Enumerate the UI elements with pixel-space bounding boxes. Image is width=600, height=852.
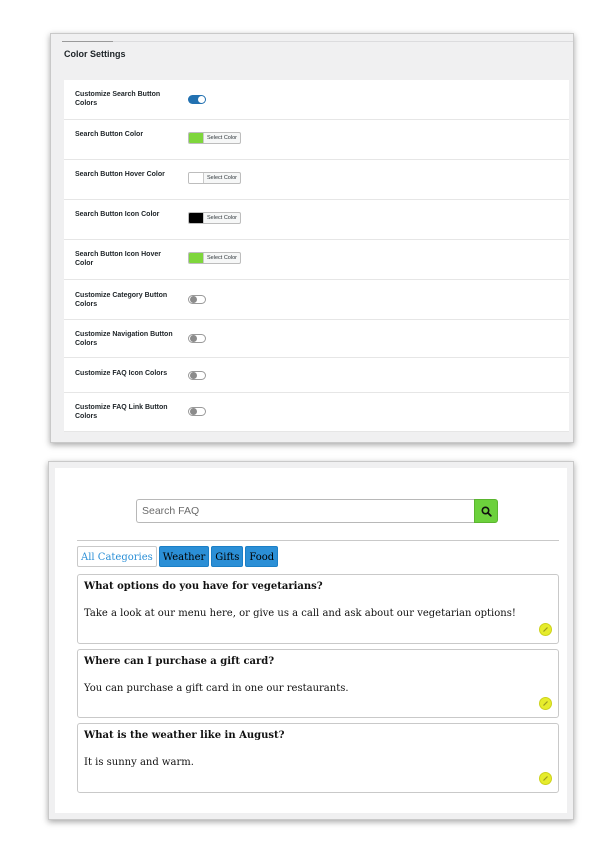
- setting-row-search-button-icon-hover-color: [64, 240, 569, 280]
- setting-label: Search Button Icon Color: [75, 211, 160, 218]
- tab-gifts[interactable]: Gifts: [211, 546, 243, 567]
- toggle-switch[interactable]: [188, 95, 206, 104]
- faq-question: Where can I purchase a gift card?: [84, 656, 275, 667]
- color-picker-button[interactable]: [188, 132, 241, 144]
- setting-row-customize-navigation-button-colors: [64, 320, 569, 358]
- setting-label: Search Button Color: [75, 131, 144, 138]
- tab-weather[interactable]: Weather: [159, 546, 210, 567]
- link-glyph: [542, 775, 549, 782]
- color-swatch: [189, 173, 204, 183]
- setting-row-customize-category-button-colors: [64, 280, 569, 320]
- link-icon[interactable]: [539, 772, 552, 785]
- faq-answer: You can purchase a gift card in one our restaurants.: [84, 683, 349, 694]
- toggle-switch[interactable]: [188, 334, 206, 343]
- search-icon: [481, 506, 492, 517]
- link-icon[interactable]: [539, 697, 552, 710]
- setting-row-customize-faq-link-button-colors: [64, 393, 569, 432]
- faq-answer: Take a look at our menu here, or give us a call and ask about our vegetarian options!: [84, 608, 516, 619]
- color-settings-panel: [50, 33, 574, 443]
- setting-row-customize-search-button-colors: [64, 80, 569, 120]
- tab-food[interactable]: Food: [245, 546, 278, 567]
- color-swatch: [189, 253, 204, 263]
- setting-label: Customize Search Button Colors: [75, 91, 161, 107]
- toggle-switch[interactable]: [188, 407, 206, 416]
- setting-row-search-button-icon-color: [64, 200, 569, 240]
- faq-preview-content: [55, 468, 567, 813]
- setting-label: Customize Category Button Colors: [75, 292, 168, 308]
- faq-item[interactable]: [77, 574, 559, 644]
- divider: [77, 540, 559, 541]
- select-color-label: Select Color: [207, 255, 237, 261]
- settings-list: [64, 80, 569, 432]
- search-input[interactable]: [136, 499, 474, 523]
- setting-label: Customize FAQ Icon Colors: [75, 370, 168, 377]
- toggle-knob: [190, 408, 197, 415]
- panel-title: Color Settings: [64, 49, 126, 59]
- select-color-label: Select Color: [207, 175, 237, 181]
- toggle-knob: [190, 296, 197, 303]
- toggle-knob: [190, 372, 197, 379]
- toggle-switch[interactable]: [188, 371, 206, 380]
- color-swatch: [189, 133, 204, 143]
- category-tabs: [77, 546, 278, 567]
- select-color-label: Select Color: [207, 135, 237, 141]
- setting-label: Search Button Hover Color: [75, 171, 165, 178]
- color-swatch: [189, 213, 204, 223]
- tab-all-categories[interactable]: All Categories: [77, 546, 157, 567]
- tab-underline: [62, 41, 114, 42]
- faq-preview-panel: [48, 461, 574, 820]
- link-glyph: [542, 626, 549, 633]
- toggle-knob: [190, 335, 197, 342]
- setting-label: Customize FAQ Link Button Colors: [75, 404, 168, 420]
- select-color-label: Select Color: [207, 215, 237, 221]
- color-picker-button[interactable]: [188, 172, 241, 184]
- faq-question: What is the weather like in August?: [84, 730, 285, 741]
- color-picker-button[interactable]: [188, 212, 241, 224]
- toggle-switch[interactable]: [188, 295, 206, 304]
- faq-question: What options do you have for vegetarians?: [84, 581, 323, 592]
- toggle-knob: [198, 96, 205, 103]
- setting-label: Search Button Icon Hover Color: [75, 251, 161, 267]
- tab-divider: [113, 41, 573, 42]
- color-picker-button[interactable]: [188, 252, 241, 264]
- setting-row-customize-faq-icon-colors: [64, 358, 569, 393]
- setting-row-search-button-hover-color: [64, 160, 569, 200]
- faq-search-bar: [136, 499, 498, 523]
- faq-item[interactable]: [77, 723, 559, 793]
- setting-label: Customize Navigation Button Colors: [75, 331, 173, 347]
- search-button[interactable]: [474, 499, 498, 523]
- faq-answer: It is sunny and warm.: [84, 757, 194, 768]
- link-glyph: [542, 700, 549, 707]
- setting-row-search-button-color: [64, 120, 569, 160]
- faq-item[interactable]: [77, 649, 559, 718]
- link-icon[interactable]: [539, 623, 552, 636]
